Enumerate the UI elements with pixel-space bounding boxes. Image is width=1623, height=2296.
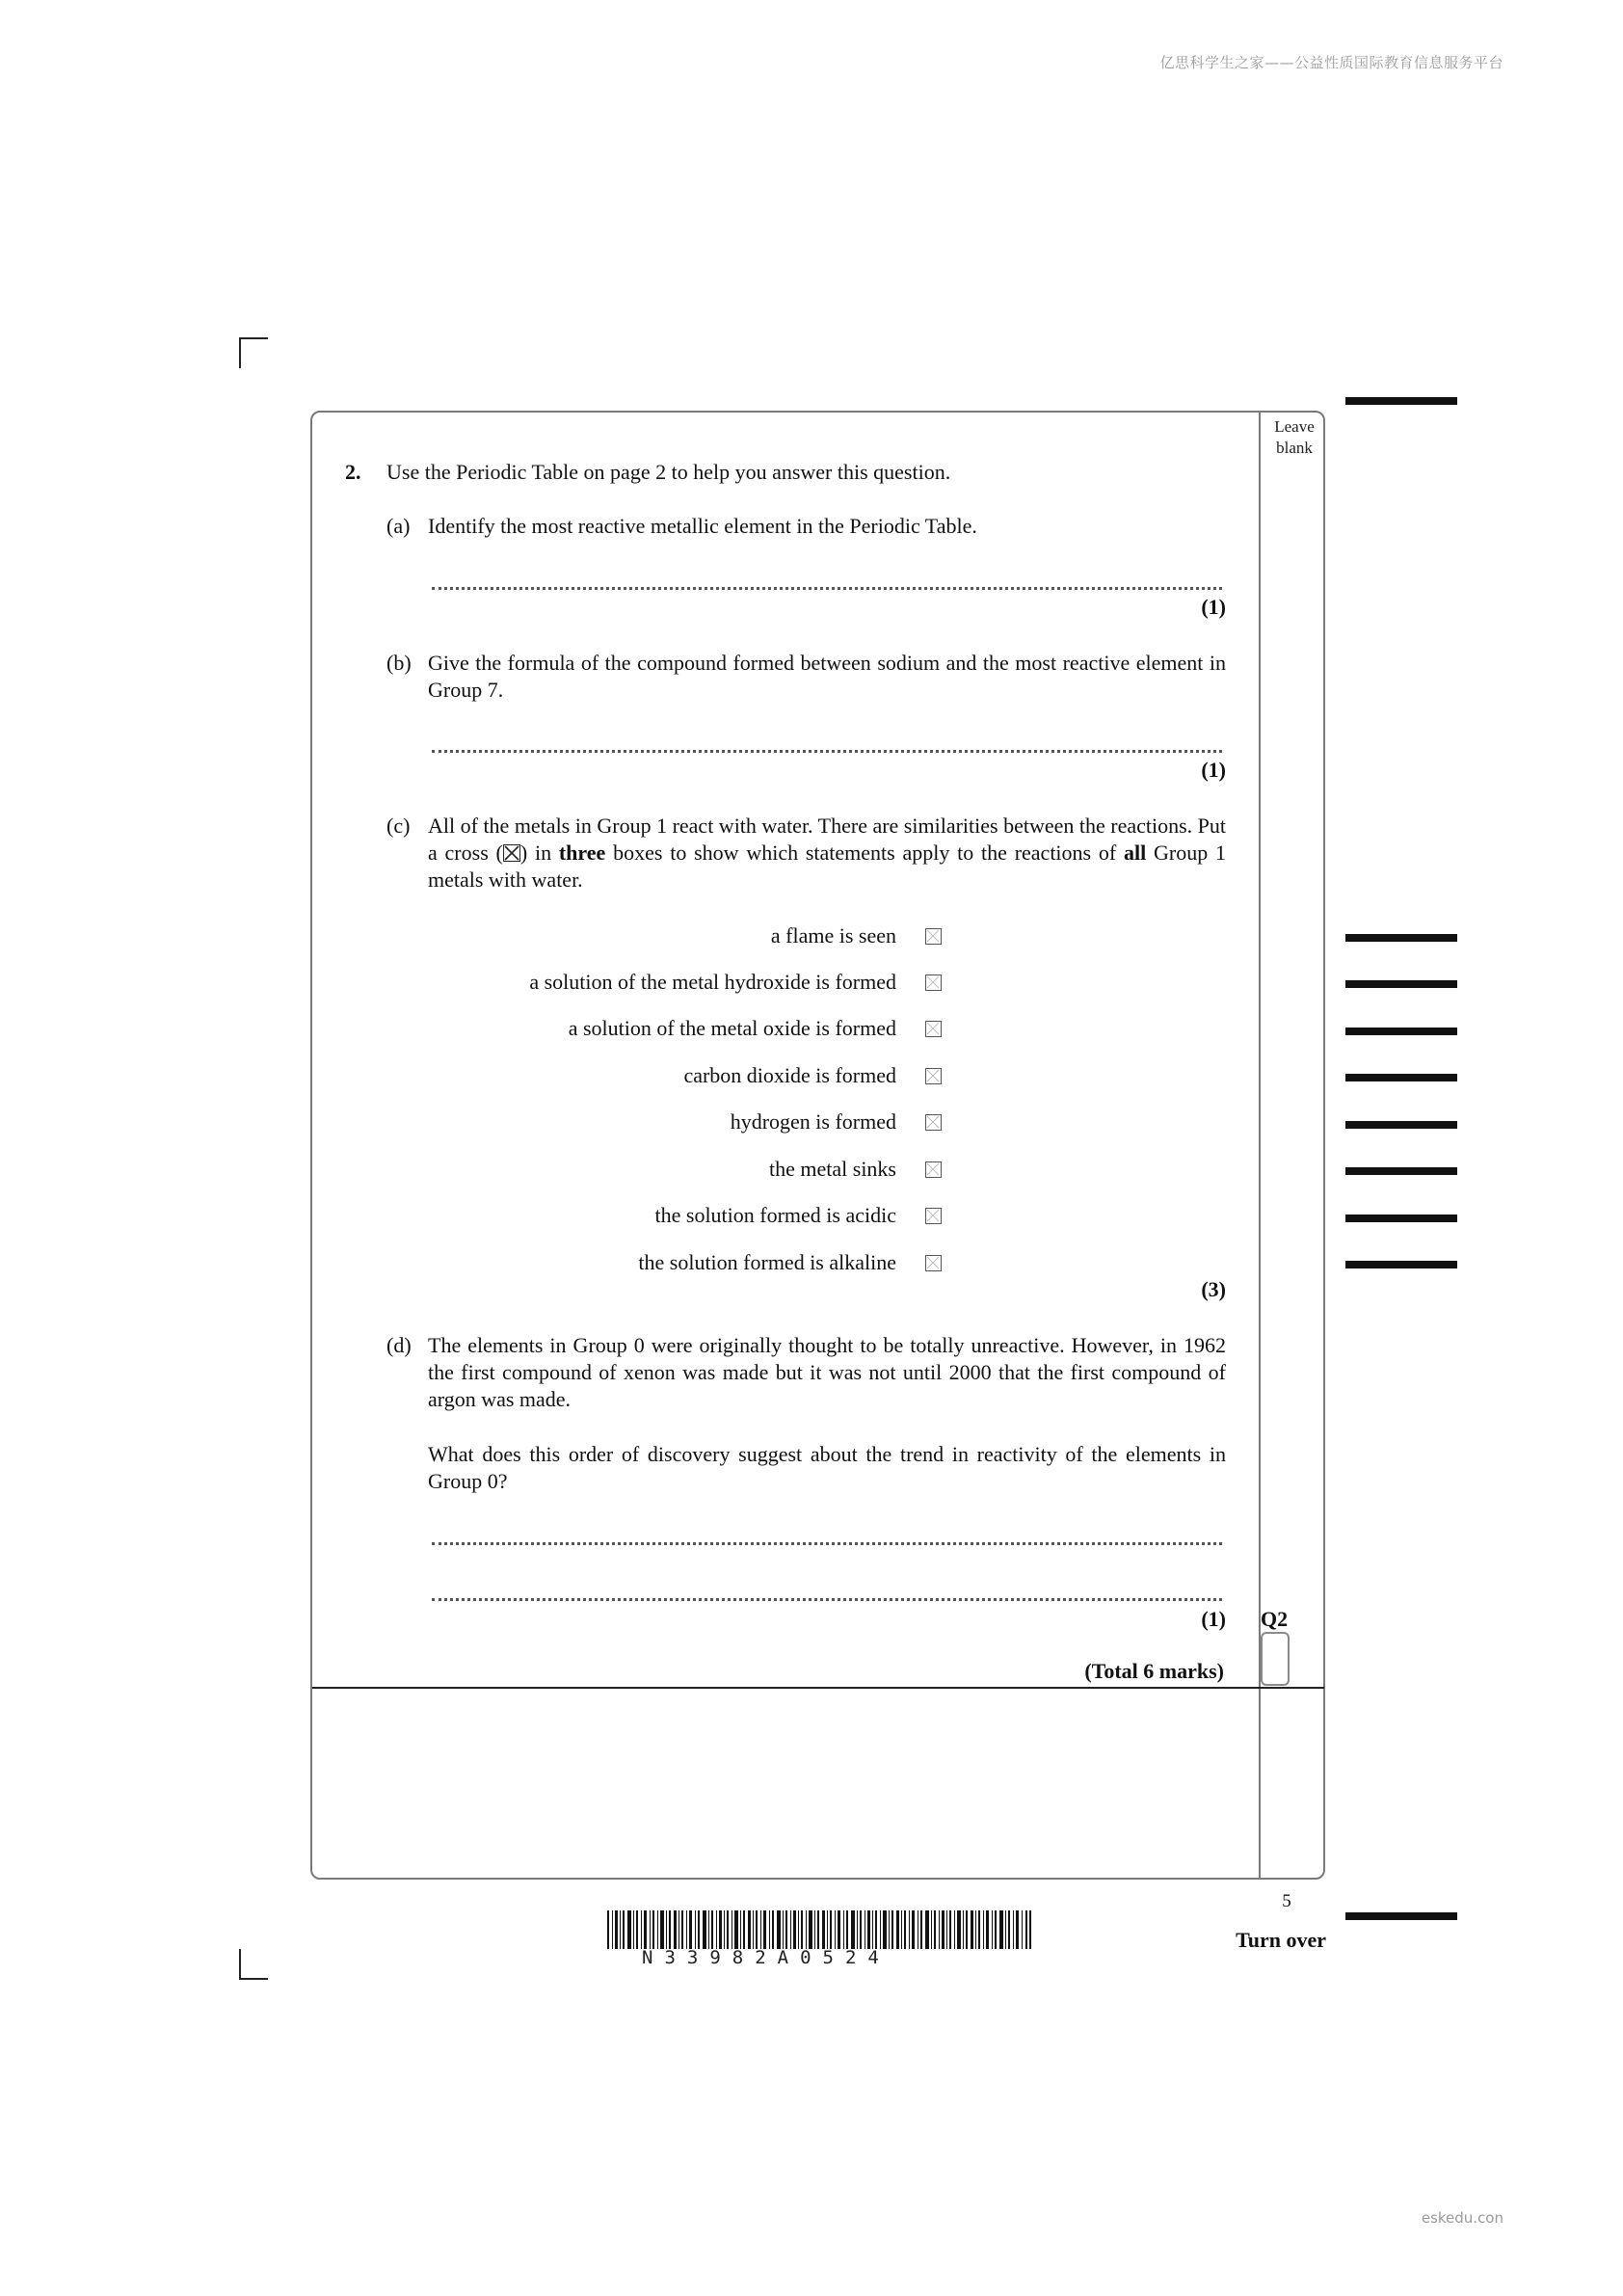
part-c-text-2: ) in <box>519 841 559 865</box>
option-checkbox[interactable] <box>925 1021 942 1037</box>
total-marks: (Total 6 marks) <box>1084 1659 1224 1683</box>
question-score-box[interactable] <box>1261 1632 1290 1686</box>
margin-bar <box>1345 1028 1457 1035</box>
leave-blank-label: Leave blank <box>1274 417 1315 457</box>
question-number: 2. <box>345 460 361 484</box>
option-checkbox[interactable] <box>925 928 942 945</box>
part-b-marks: (1) <box>1201 758 1226 782</box>
margin-bar <box>1345 1215 1457 1222</box>
part-c-text-3: boxes to show which statements apply to the reactions of <box>605 841 1124 865</box>
barcode-number: N33982A0524 <box>642 1947 891 1968</box>
watermark-footer: eskedu.con <box>1421 2209 1503 2227</box>
question-end-rule <box>312 1687 1324 1689</box>
option-label: the solution formed is alkaline <box>638 1250 896 1274</box>
crop-mark-top-h <box>239 337 268 339</box>
option-checkbox[interactable] <box>925 1208 942 1224</box>
option-label: a solution of the metal hydroxide is formed <box>529 970 896 994</box>
part-d-label: (d) <box>386 1333 412 1357</box>
option-label: a flame is seen <box>770 923 896 948</box>
margin-bar <box>1345 1074 1457 1081</box>
question-intro: Use the Periodic Table on page 2 to help you answer this question. <box>386 460 951 484</box>
part-a-answer-line[interactable] <box>432 584 1222 590</box>
part-d-answer-line-1[interactable] <box>432 1539 1222 1545</box>
crop-mark-bottom-h <box>239 1978 268 1980</box>
part-a-label: (a) <box>386 514 411 538</box>
option-checkbox[interactable] <box>925 1068 942 1084</box>
part-b-text: Give the formula of the compound formed between sodium and the most reactive element in Group 7. <box>428 651 1226 702</box>
barcode <box>607 1910 1031 1949</box>
turn-over: Turn over <box>1236 1928 1326 1952</box>
option-checkbox[interactable] <box>925 1255 942 1271</box>
part-d-text: The elements in Group 0 were originally thought to be totally unreactive. However, in 1962 the first compound of xenon was made but it was not until 2000 that the first compound of argon was made. <box>428 1333 1226 1411</box>
margin-bar <box>1345 397 1457 405</box>
part-c-marks: (3) <box>1201 1277 1226 1301</box>
crop-mark-top-v <box>239 337 241 368</box>
option-checkbox[interactable] <box>925 1114 942 1131</box>
part-a-marks: (1) <box>1201 595 1226 619</box>
part-d-question: What does this order of discovery suggest about the trend in reactivity of the elements in Group 0? <box>428 1442 1226 1493</box>
part-b-answer-line[interactable] <box>432 747 1222 753</box>
part-c-text-1: All of the metals in Group 1 react with water. There are similarities between the reactions. Put a cross ( <box>428 814 1226 865</box>
cross-box-icon <box>503 844 520 862</box>
part-d-marks: (1) <box>1201 1607 1226 1631</box>
part-d-answer-line-2[interactable] <box>432 1595 1222 1601</box>
part-c-text-4: Group 1 metals with water. <box>428 841 1226 892</box>
part-b-label: (b) <box>386 651 412 675</box>
margin-bar <box>1345 1912 1457 1920</box>
part-c-label: (c) <box>386 814 411 838</box>
margin-bar <box>1345 1261 1457 1268</box>
margin-bar <box>1345 1121 1457 1129</box>
question-score-label: Q2 <box>1261 1607 1289 1631</box>
part-c-bold-three: three <box>558 841 606 865</box>
margin-bar <box>1345 980 1457 988</box>
option-label: carbon dioxide is formed <box>683 1063 896 1087</box>
watermark-header: 亿思科学生之家——公益性质国际教育信息服务平台 <box>1159 54 1503 71</box>
page-number: 5 <box>1282 1891 1291 1911</box>
option-label: a solution of the metal oxide is formed <box>568 1016 896 1040</box>
option-label: hydrogen is formed <box>730 1109 896 1134</box>
option-checkbox[interactable] <box>925 974 942 991</box>
part-c-text <box>428 813 1226 894</box>
option-checkbox[interactable] <box>925 1161 942 1178</box>
part-a-text: Identify the most reactive metallic element in the Periodic Table. <box>428 514 977 538</box>
part-c-bold-all: all <box>1123 841 1147 865</box>
crop-mark-bottom-v <box>239 1949 241 1980</box>
margin-bar <box>1345 934 1457 942</box>
option-label: the metal sinks <box>769 1157 896 1181</box>
option-label: the solution formed is acidic <box>654 1203 896 1227</box>
margin-bar <box>1345 1167 1457 1175</box>
